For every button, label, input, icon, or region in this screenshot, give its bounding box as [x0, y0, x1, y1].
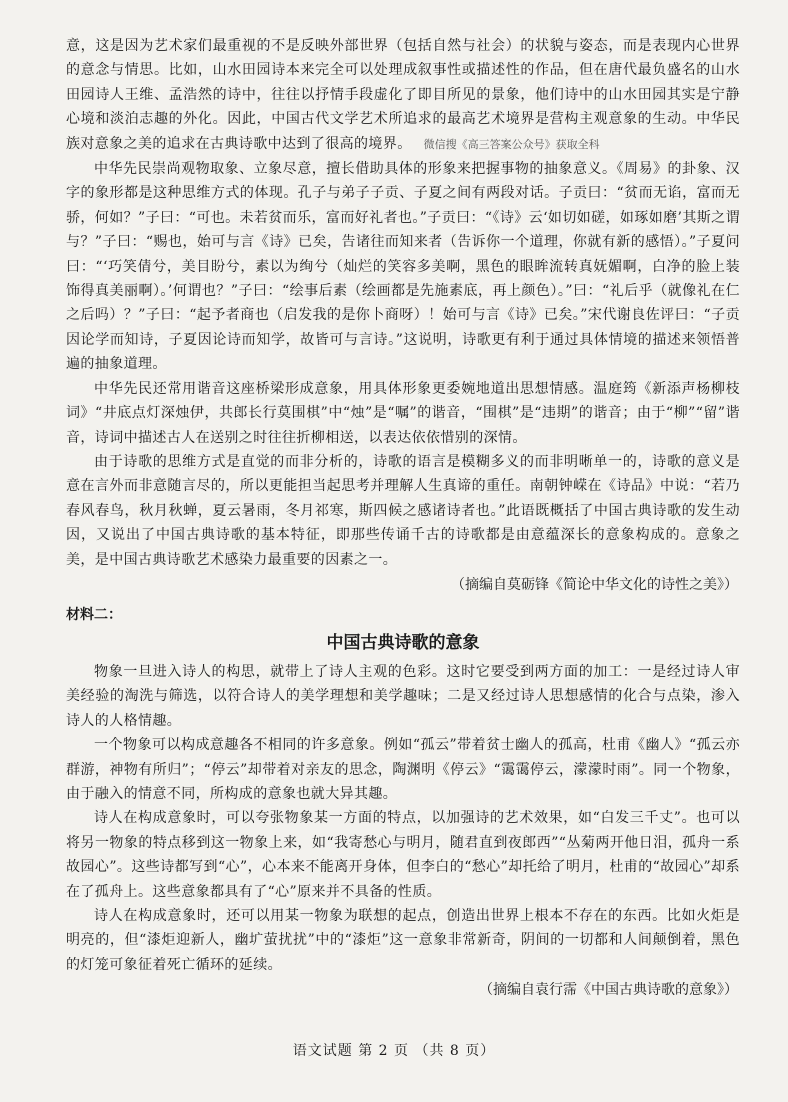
material1-paragraph-2: 中华先民崇尚观物取象、立象尽意，擅长借助具体的形象来把握事物的抽象意义。《周易》的卦象、汉字的象形都是这种思维方式的体现。孔子与弟子子贡、子夏之间有两段对话。子贡曰：“贫而无谄，富而无骄，何如？”子曰：“可也。未若贫而乐，富而好礼者也。”子贡曰：“《诗》云‘如切如磋，如琢如磨’其斯之谓与？”子曰：“赐也，始可与言《诗》已矣，告诸往而知来者（告诉你一个道理，你就有新的感悟）。”子夏问曰：“‘巧笑倩兮，美目盼兮，素以为绚兮（灿烂的笑容多美啊，黑色的眼眸流转真妩媚啊，白净的脸上装饰得真美丽啊）。’何谓也？”子曰：“绘事后素（绘画都是先施素底，再上颜色）。”曰：“礼后乎（就像礼在仁之后吗）？”子曰：“起予者商也（启发我的是你卜商呀）！始可与言《诗》已矣。”宋代谢良佐评曰：“子贡因论学而知诗，子夏因论诗而知学，故皆可与言诗。”这说明，诗歌更有利于通过具体情境的描述来领悟普遍的抽象道理。 — [66, 161, 740, 373]
footer-page-number: 第 2 页 — [358, 1043, 409, 1059]
footer-total-pages: （共 8 页） — [414, 1043, 496, 1059]
material1-source: （摘编自莫砺锋《简论中华文化的诗性之美》） — [451, 576, 738, 593]
footer-subject: 语文试题 — [292, 1043, 353, 1059]
material2-paragraph-1: 物象一旦进入诗人的构思，就带上了诗人主观的色彩。这时它要受到两方面的加工：一是经过诗人审美经验的淘洗与筛选，以符合诗人的美学理想和美学趣味；二是又经过诗人思想感情的化合与点染，渗入诗人的人格情趣。 — [66, 663, 740, 729]
page-footer — [0, 1040, 788, 1062]
material2-paragraph-2: 一个物象可以构成意趣各不相同的许多意象。例如“孤云”带着贫士幽人的孤高，杜甫《幽人》“孤云亦群游，神物有所归”；“停云”却带着对亲友的思念，陶渊明《停云》“霭霭停云，濛濛时雨”。同一个物象，由于融入的情意不同，所构成的意象也就大异其趣。 — [66, 737, 740, 802]
material2-title: 中国古典诗歌的意象 — [326, 632, 480, 653]
material2-paragraph-3: 诗人在构成意象时，可以夸张物象某一方面的特点，以加强诗的艺术效果，如“白发三千丈”。也可以将另一物象的特点移到这一物象上来，如“我寄愁心与明月，随君直到夜郎西”“丛菊两开他日泪，孤舟一系故园心”。这些诗都写到“心”，心本来不能离开身体，但李白的“愁心”却托给了明月，杜甫的“故园心”却系在了孤舟上。这些意象都具有了“心”原来并不具备的性质。 — [66, 810, 740, 900]
material2-paragraph-4: 诗人在构成意象时，还可以用某一物象为联想的起点，创造出世界上根本不存在的东西。比如火炬是明亮的，但“漆炬迎新人，幽圹萤扰扰”中的“漆炬”这一意象非常新奇，阴间的一切都和人间颠倒着，黑色的灯笼可象征着死亡循环的延续。 — [66, 908, 740, 973]
material2-label: 材料二： — [66, 606, 122, 623]
material1-intro-paragraph — [66, 34, 740, 157]
material2-source: （摘编自袁行霈《中国古典诗歌的意象》） — [479, 982, 738, 999]
watermark-note: 微信搜《高三答案公众号》获取全科 — [423, 137, 600, 151]
material1-paragraph-4: 由于诗歌的思维方式是直觉的而非分析的，诗歌的语言是模糊多义的而非明晰单一的，诗歌的意义是意在言外而非意随言尽的，所以更能担当起思考并理解人生真谛的重任。南朝钟嵘在《诗品》中说：“若乃春风春鸟，秋月秋蝉，夏云暑雨，冬月祁寒，斯四候之感诸诗者也。”此语既概括了中国古典诗歌的发生动因，又说出了中国古典诗歌的基本特征，即那些传诵千古的诗歌都是由意蕴深长的意象构成的。意象之美，是中国古典诗歌艺术感染力最重要的因素之一。 — [66, 453, 740, 568]
intro-text: 意，这是因为艺术家们最重视的不是反映外部世界（包括自然与社会）的状貌与姿态，而是表现内心世界的意念与情思。比如，山水田园诗本来完全可以处理成叙事性或描述性的作品，但在唐代最负盛名的山水田园诗人王维、孟浩然的诗中，往往以抒情手段虚化了即目所见的景象，他们诗中的山水田园其实是宁静心境和淡泊志趣的外化。因此，中国古代文学艺术所追求的最高艺术境界是营构主观意象的生动。中华民族对意象之美的追求在古典诗歌中达到了很高的境界。 — [66, 38, 740, 152]
material1-paragraph-3: 中华先民还常用谐音这座桥梁形成意象，用具体形象更委婉地道出思想情感。温庭筠《新添声杨柳枝词》“井底点灯深烛伊，共郎长行莫围棋”中“烛”是“嘱”的谐音，“围棋”是“违期”的谐音；由于“柳”“留”谐音，诗词中描述古人在送别之时往往折柳相送，以表达依依惜别的深情。 — [66, 380, 740, 446]
